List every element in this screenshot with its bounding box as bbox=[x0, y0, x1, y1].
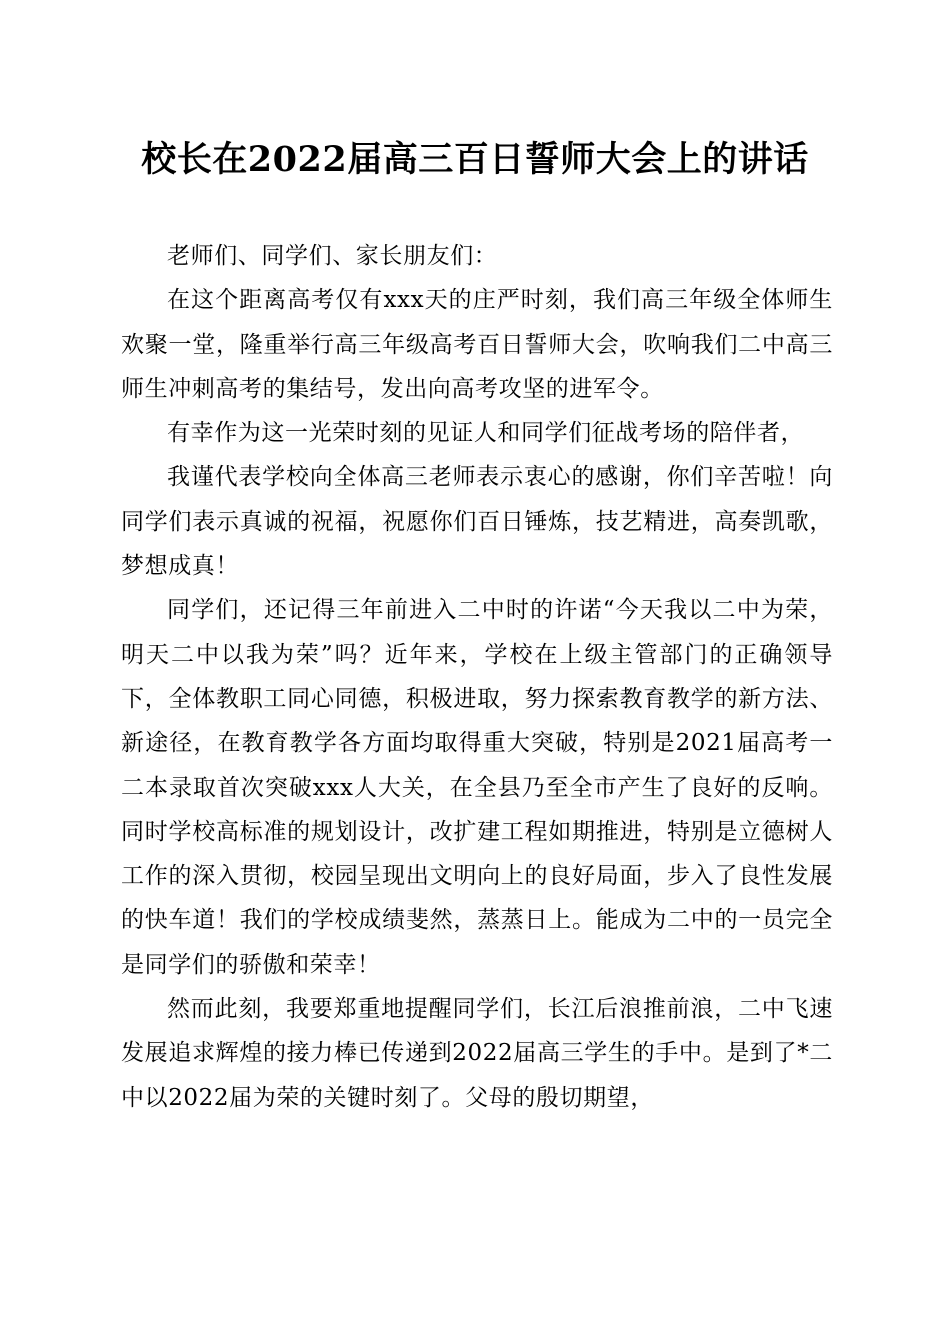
paragraph: 我谨代表学校向全体高三老师表示衷心的感谢，你们辛苦啦！向同学们表示真诚的祝福，祝愿你们百日锤炼，技艺精进，高奏凯歌，梦想成真！ bbox=[121, 464, 833, 580]
paragraph: 然而此刻，我要郑重地提醒同学们，长江后浪推前浪，二中飞速发展追求辉煌的接力棒已传递到2022届高三学生的手中。是到了*二中以2022届为荣的关键时刻了。父母的殷切期望， bbox=[121, 996, 833, 1111]
paragraph-greeting: 老师们、同学们、家长朋友们： bbox=[167, 243, 498, 269]
paragraph: 同学们，还记得三年前进入二中时的许诺“今天我以二中为荣，明天二中以我为荣”吗？近年来，学校在上级主管部门的正确领导下，全体教职工同心同德，积极进取，努力探索教育教学的新方法、新途径，在教育教学各方面均取得重大突破，特别是2021届高考一二本录取首次突破xxx人大关，在全县乃至全市产生了良好的反响。同时学校高标准的规划设计，改扩建工程如期推进，特别是立德树人工作的深入贯彻，校园呈现出文明向上的良好局面，步入了良性发展的快车道！我们的学校成绩斐然，蒸蒸日上。能成为二中的一员完全是同学们的骄傲和荣幸！ bbox=[121, 597, 833, 978]
document-title: 校长在2022届高三百日誓师大会上的讲话 bbox=[141, 139, 809, 180]
document-body bbox=[121, 234, 833, 1120]
paragraph: 在这个距离高考仅有xxx天的庄严时刻，我们高三年级全体师生欢聚一堂，隆重举行高三年级高考百日誓师大会，吹响我们二中高三师生冲刺高考的集结号，发出向高考攻坚的进军令。 bbox=[121, 287, 833, 402]
paragraph: 有幸作为这一光荣时刻的见证人和同学们征战考场的陪伴者， bbox=[167, 420, 805, 447]
